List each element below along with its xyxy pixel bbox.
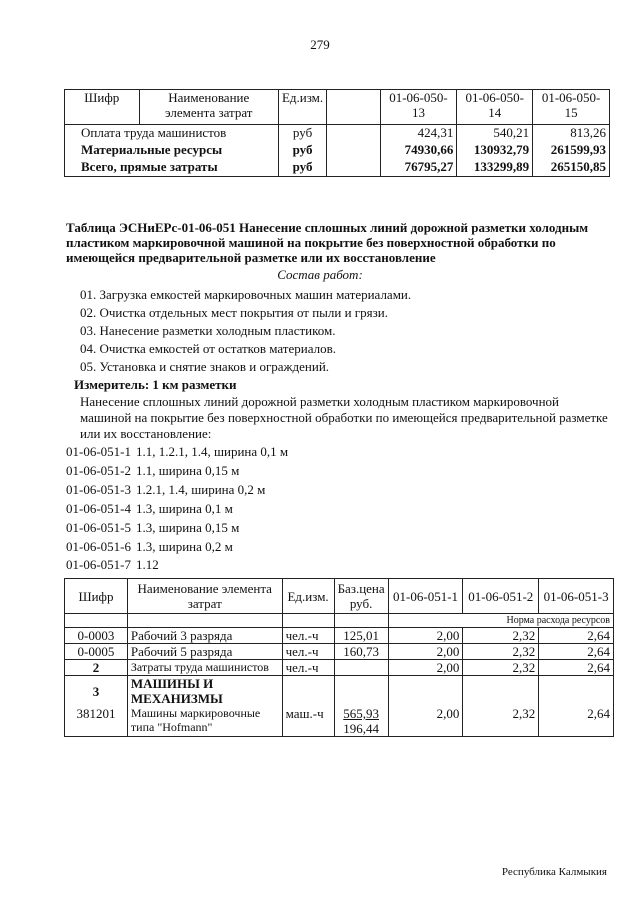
spec-item	[66, 520, 239, 536]
work-item: 03. Нанесение разметки холодным пластиком.	[80, 323, 336, 338]
spec-text: 1.1, 1.2.1, 1.4, ширина 0,1 м	[136, 444, 289, 459]
header-col1: 01-06-051-1	[388, 579, 463, 614]
row-value: 2,64	[539, 628, 614, 644]
row-value: 133299,89	[457, 159, 533, 177]
cell-empty	[539, 676, 614, 707]
description: Нанесение сплошных линий дорожной разметки холодным пластиком маркировочной машиной на покрытие без поверхностной обработки по имеющейся предварительной разметке или их восстановление:	[80, 394, 608, 441]
header-code: Шифр	[65, 90, 140, 125]
spec-code: 01-06-051-6	[66, 539, 131, 554]
header-col2: 01-06-051-2	[463, 579, 539, 614]
row-value: 2,00	[388, 644, 463, 660]
page-number: 279	[310, 37, 330, 52]
table-header-row	[65, 90, 610, 125]
work-item: 01. Загрузка емкостей маркировочных машин материалами.	[80, 287, 412, 302]
row-value: 2,64	[539, 706, 614, 737]
table-row	[65, 644, 614, 660]
row-value: 130932,79	[457, 142, 533, 159]
row-value: 74930,66	[380, 142, 457, 159]
spec-item	[66, 463, 239, 479]
work-item: 05. Установка и снятие знаков и ограждений.	[80, 359, 330, 374]
row-unit: маш.-ч	[282, 706, 334, 737]
row-code: 0-0005	[65, 644, 128, 660]
table-row	[65, 676, 614, 707]
spec-code: 01-06-051-5	[66, 520, 131, 535]
row-name: Затраты труда машинистов	[127, 660, 282, 676]
row-value: 540,21	[457, 125, 533, 143]
spec-code: 01-06-051-4	[66, 501, 131, 516]
cell-empty	[463, 676, 539, 707]
row-value: 261599,93	[533, 142, 610, 159]
row-unit: чел.-ч	[282, 628, 334, 644]
row-unit: руб	[278, 159, 326, 177]
row-empty	[327, 125, 380, 143]
spec-text: 1.3, ширина 0,15 м	[136, 520, 240, 535]
row-value: 76795,27	[380, 159, 457, 177]
norm-label: Норма расхода ресурсов	[388, 614, 613, 628]
footer-region: Республика Калмыкия	[501, 866, 607, 878]
header-empty	[327, 90, 380, 125]
section-title: Таблица ЭСНиЕРс-01-06-051 Нанесение сплошных линий дорожной разметки холодным пластиком маркировочной машиной на покрытие без поверхностной обработки по имеющейся предварительной разметке или их восстановление	[66, 220, 589, 265]
row-value: 2,64	[539, 660, 614, 676]
spec-code: 01-06-051-1	[66, 444, 131, 459]
cell-empty	[388, 676, 463, 707]
row-code: 3	[65, 676, 128, 707]
table-row	[65, 125, 610, 143]
spec-item	[66, 557, 159, 573]
spec-text: 1.12	[136, 557, 159, 572]
spec-code: 01-06-051-7	[66, 557, 131, 572]
spec-code: 01-06-051-3	[66, 482, 131, 497]
row-value: 265150,85	[533, 159, 610, 177]
row-empty	[327, 159, 380, 177]
row-name: МАШИНЫ И МЕХАНИЗМЫ	[127, 676, 282, 707]
header-code: Шифр	[65, 579, 128, 614]
row-code: 381201	[65, 706, 128, 737]
row-value: 2,00	[388, 706, 463, 737]
row-unit: чел.-ч	[282, 644, 334, 660]
row-value: 2,32	[463, 660, 539, 676]
header-col3: 01-06-050-15	[533, 90, 610, 125]
cell-empty	[65, 614, 128, 628]
row-unit: руб	[278, 142, 326, 159]
summary-table	[64, 89, 610, 177]
table-row	[65, 706, 614, 737]
row-price: 125,01	[334, 628, 388, 644]
work-item: 04. Очистка емкостей от остатков материалов.	[80, 341, 336, 356]
header-col2: 01-06-050-14	[457, 90, 533, 125]
header-name: Наименование элемента затрат	[127, 579, 282, 614]
spec-item	[66, 444, 288, 460]
spec-item	[66, 482, 265, 498]
row-name: Оплата труда машинистов	[65, 125, 279, 143]
cell-empty	[334, 614, 388, 628]
price-base: 565,93	[343, 706, 379, 721]
spec-item	[66, 539, 233, 555]
cell-empty	[127, 614, 282, 628]
row-unit: чел.-ч	[282, 660, 334, 676]
row-value: 2,32	[463, 706, 539, 737]
price-secondary: 196,44	[343, 721, 379, 736]
row-code: 2	[65, 660, 128, 676]
row-value: 2,32	[463, 628, 539, 644]
row-value: 2,32	[463, 644, 539, 660]
row-name: Машины маркировочные типа "Hofmann"	[127, 706, 282, 737]
header-price: Баз.цена руб.	[334, 579, 388, 614]
cell-empty	[334, 676, 388, 707]
cell-empty	[282, 676, 334, 707]
cell-empty	[282, 614, 334, 628]
spec-text: 1.1, ширина 0,15 м	[136, 463, 240, 478]
row-value: 424,31	[380, 125, 457, 143]
header-unit: Ед.изм.	[282, 579, 334, 614]
norm-row	[65, 614, 614, 628]
row-name: Материальные ресурсы	[65, 142, 279, 159]
row-price: 160,73	[334, 644, 388, 660]
row-name: Рабочий 5 разряда	[127, 644, 282, 660]
header-col3: 01-06-051-3	[539, 579, 614, 614]
measurer: Измеритель: 1 км разметки	[74, 377, 237, 392]
header-col1: 01-06-050-13	[380, 90, 457, 125]
row-value: 813,26	[533, 125, 610, 143]
row-unit: руб	[278, 125, 326, 143]
row-empty	[327, 142, 380, 159]
table-row	[65, 159, 610, 177]
spec-text: 1.3, ширина 0,2 м	[136, 539, 233, 554]
row-name: Рабочий 3 разряда	[127, 628, 282, 644]
row-name: Всего, прямые затраты	[65, 159, 279, 177]
header-name: Наименование элемента затрат	[139, 90, 278, 125]
spec-code: 01-06-051-2	[66, 463, 131, 478]
row-price	[334, 660, 388, 676]
spec-text: 1.3, ширина 0,1 м	[136, 501, 233, 516]
row-value: 2,64	[539, 644, 614, 660]
header-unit: Ед.изм.	[278, 90, 326, 125]
table-row	[65, 660, 614, 676]
table-row	[65, 628, 614, 644]
table-header-row	[65, 579, 614, 614]
row-value: 2,00	[388, 628, 463, 644]
spec-item	[66, 501, 233, 517]
spec-text: 1.2.1, 1.4, ширина 0,2 м	[136, 482, 266, 497]
resource-table	[64, 578, 614, 737]
work-heading: Состав работ:	[277, 267, 363, 282]
row-price	[334, 706, 388, 737]
work-item: 02. Очистка отдельных мест покрытия от пыли и грязи.	[80, 305, 388, 320]
row-code: 0-0003	[65, 628, 128, 644]
row-value: 2,00	[388, 660, 463, 676]
table-row	[65, 142, 610, 159]
